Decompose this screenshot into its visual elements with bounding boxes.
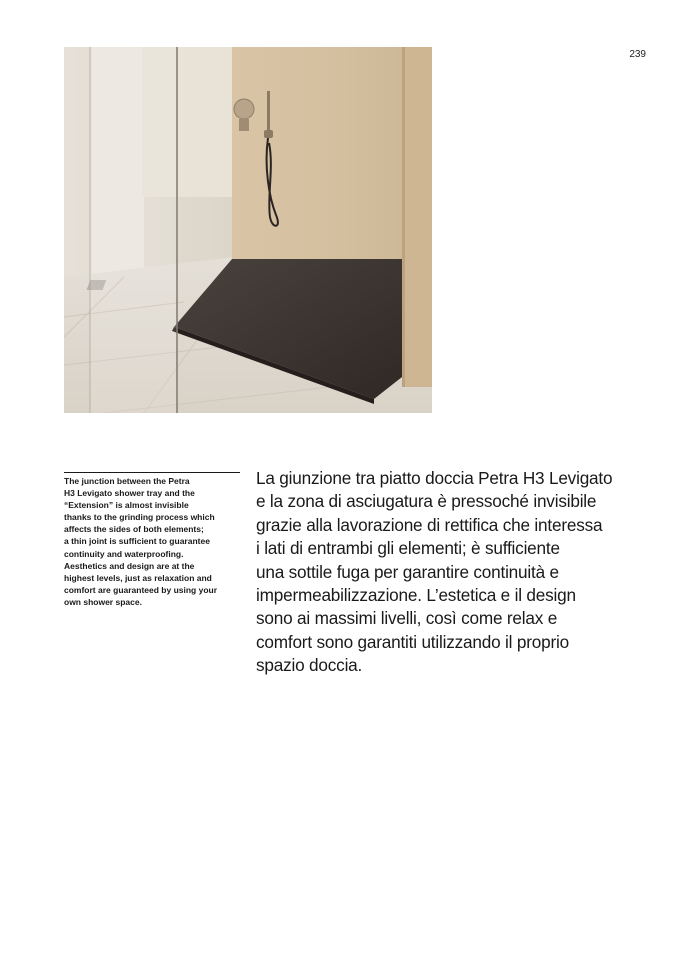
- shower-tray-photo: [64, 47, 432, 413]
- mixer-handle: [239, 119, 249, 131]
- caption-line: Aesthetics and design are at the: [64, 560, 195, 571]
- italian-body-text: [256, 467, 636, 678]
- body-line: comfort sono garantiti utilizzando il proprio: [256, 631, 569, 652]
- body-line: i lati di entrambi gli elementi; è sufficiente: [256, 538, 560, 559]
- caption-line: The junction between the Petra: [64, 476, 190, 486]
- body-line: grazie alla lavorazione di rettifica che interessa: [256, 514, 603, 535]
- caption-line: own shower space.: [64, 596, 142, 607]
- mixer-valve: [234, 99, 254, 119]
- body-line: impermeabilizzazione. L’estetica e il design: [256, 585, 576, 606]
- glass-screen: [90, 47, 178, 413]
- caption-line: a thin joint is sufficient to guarantee: [64, 536, 210, 547]
- handheld-shower: [267, 91, 270, 133]
- body-line: una sottile fuga per garantire continuità e: [256, 561, 559, 582]
- body-line: sono ai massimi livelli, così come relax e: [256, 608, 558, 629]
- page-number: 239: [629, 49, 646, 60]
- caption-line: “Extension” is almost invisible: [64, 500, 189, 511]
- caption-line: highest levels, just as relaxation and: [64, 572, 212, 583]
- shower-holder: [264, 130, 273, 138]
- body-line: e la zona di asciugatura è pressoché invisibile: [256, 491, 597, 512]
- caption-line: comfort are guaranteed by using your: [64, 584, 218, 595]
- body-line: spazio doccia.: [256, 655, 363, 676]
- body-line: La giunzione tra piatto doccia Petra H3 Levigato: [256, 468, 613, 488]
- caption-line: continuity and waterproofing.: [64, 548, 184, 559]
- english-caption: [64, 472, 240, 608]
- side-wall-edge: [402, 47, 405, 387]
- caption-line: thanks to the grinding process which: [64, 512, 215, 523]
- caption-line: H3 Levigato shower tray and the: [64, 488, 195, 499]
- side-wall: [402, 47, 432, 387]
- shower-scene-illustration: [64, 47, 432, 413]
- caption-line: affects the sides of both elements;: [64, 524, 204, 535]
- shower-wall: [232, 47, 402, 277]
